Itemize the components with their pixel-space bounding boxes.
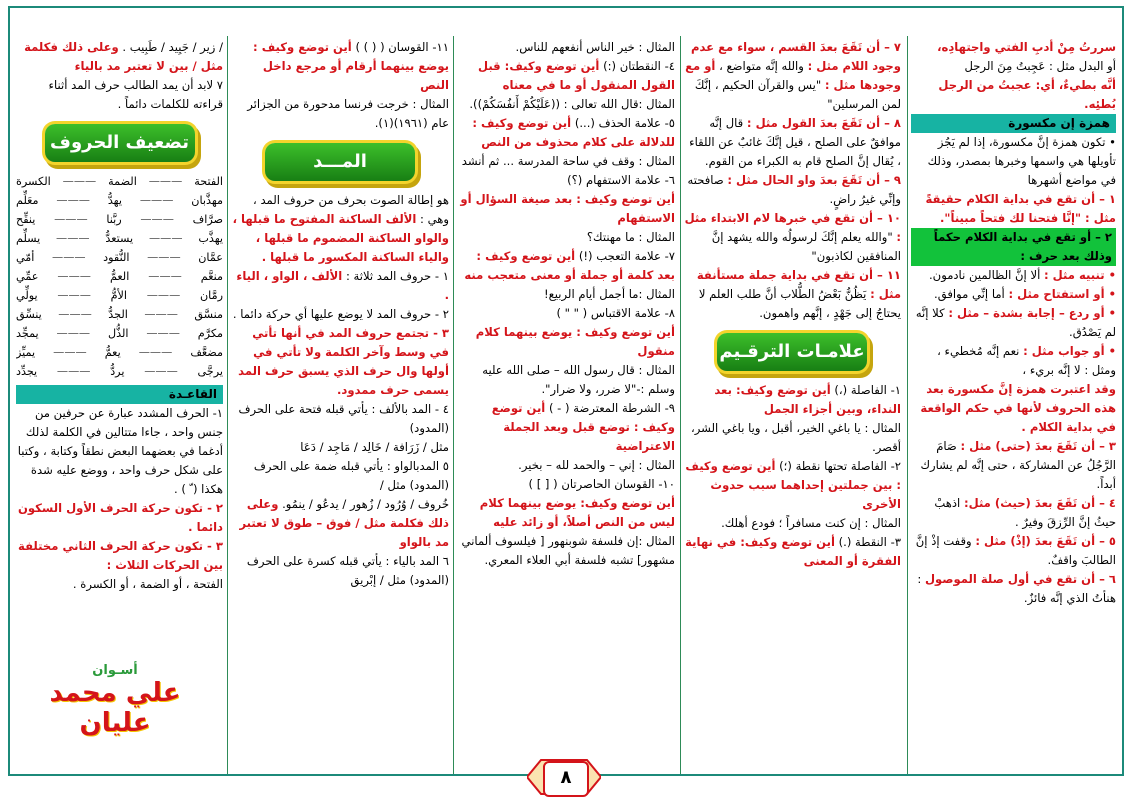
example-text: نعم إنَّه مُخطيء ، ومثل : لا إنَّه بريء ، — [937, 344, 1116, 377]
rule-label: أو مع وجودها مثل : — [685, 59, 901, 92]
rule-label: ٤ – أن تَقَعَ بعدَ (حيث) مثل: — [963, 496, 1116, 510]
definition-text: هو إطالة الصوت بحرف من حروف المد ، وهي : — [253, 193, 449, 226]
example-text: قال إنَّه موافقٌ على الصلح ، قيل إنَّكَ غائبٌ عن اللقاء ، يُقال إنَّ الصلح قام به الكبراء من القوم. — [689, 116, 901, 168]
item-rule: أين توضع وكيف : يوضع بينهما أرقام أو مرجع داخل النص — [253, 40, 449, 92]
rule-label: ٦ – أن تقع في أول صلة الموصول — [924, 572, 1116, 586]
text-line: بُطئِه. — [1084, 97, 1116, 111]
example-text: أما إنِّي موافق. — [934, 287, 1005, 301]
dash-separator: ——— — [148, 175, 183, 188]
dash-separator: ——— — [138, 346, 173, 359]
example-text: الفتحة ، أو الضمة ، أو الكسرة . — [72, 577, 223, 591]
example-text: والله إنَّه متواضع ، — [719, 59, 804, 73]
example-text: صَامَ الرَّجُلُ عن المشاركة ، حتى إنَّه لم يشارك أبداً. — [920, 439, 1116, 491]
item-rule: أين توضع وكيف : بين جملتين إحداهما سبب حدوث الأخرى — [685, 459, 901, 511]
table-row — [16, 172, 223, 191]
column-divider — [680, 36, 681, 774]
dash-separator: ——— — [53, 346, 87, 359]
author-signature — [30, 663, 200, 738]
banner-punctuation-marks: علامـات الترقـيم — [717, 333, 867, 371]
rule-label: ١١ – أن تقع في بداية جملة مستأنفة مثل : — [696, 268, 901, 301]
table-cell: يهذَّب — [198, 232, 223, 245]
text-line: أو البدل مثل : عَجِبتُ مِنَ الرجل — [964, 59, 1116, 73]
item-text: ٢ - حروف المد لا يوضع عليها أي حركة دائما . — [232, 307, 449, 321]
example-text: المثال : يا باغي الخير، أقبل ، ويا باغي الشر، أقصر. — [691, 421, 901, 454]
item-label: ٤- النقطتان (:) — [603, 59, 675, 73]
table-cell: الكسرة — [16, 175, 51, 188]
dash-separator: ——— — [57, 270, 91, 283]
column-divider — [227, 36, 228, 774]
item-label: ١٠- القوسان الحاصرتان ( [ ] ) — [528, 477, 675, 491]
item-rule: وعلى ذلك فكلمة مثل / بين لا تعتبر مد بالياء — [24, 40, 223, 73]
item-label: ٣- النقطة (.) — [838, 535, 901, 549]
dash-separator: ——— — [148, 232, 183, 245]
example-text: اذهبْ حيثُ إنَّ الرِّزقَ وفيرٌ . — [934, 496, 1116, 529]
definition-highlight: الألف الساكنة المفتوح ما قبلها ، والواو الساكنة المضموم ما قبلها ، والياء الساكنة المكسور ما قبلها . — [232, 212, 449, 264]
rule-label: • أو جواب مثل : — [1023, 344, 1116, 358]
example-text: المثال : ما مهنتك؟ — [586, 230, 675, 244]
example-text: المثال : خير الناس أنفعهم للناس. — [515, 40, 675, 54]
rule-text: ١- الحرف المشدد عبارة عن حرفين من جنس واحد ، جاءا متتالين في الكلمة لذلك أدغما في بعضهما البعض نطقاً وكتابة ، وكتبا على شكل حرف واحد ، ووضع عليه شدة هكذا ( ّ ) . — [17, 406, 223, 496]
column-punctuation-2 — [457, 38, 675, 774]
page-number: ٨ — [543, 761, 589, 797]
table-cell: ينسِّق — [16, 308, 42, 321]
table-cell: الفتحة — [194, 175, 223, 188]
rule-item: ١ – أن تقع في بداية الكلام حقيقةً مثل : "إنَّا فتحنا لك فتحاً مبيناً". — [925, 192, 1116, 225]
table-cell: يرجَّى — [197, 365, 223, 378]
example-text: صافحته وإنِّي غيرُ راضٍ. — [687, 173, 901, 206]
example-text: المثال : قال رسول الله – صلى الله عليه وسلم :-"لا ضرر، ولا ضرار". — [482, 363, 675, 396]
table-cell: ربَّنا — [106, 213, 122, 226]
dash-separator: ——— — [62, 175, 97, 188]
item-rule: وعلى ذلك فكلمة مثل / فوق – طوق لا تعتبر مد بالواو — [239, 497, 449, 549]
table-cell: يجدِّد — [16, 365, 38, 378]
item-rule: أين توضع وكيف: يوضع بينهما كلام ليس من النص أصلاً، أو زائد عليه — [479, 496, 675, 529]
rule-label: • أو ردع – إجابة بشدة – مثل : — [948, 306, 1116, 320]
dash-separator: ——— — [56, 232, 90, 245]
table-cell: صرَّاف — [192, 213, 223, 226]
table-row — [16, 286, 223, 305]
table-cell: أمّي — [16, 251, 35, 264]
dash-separator: ——— — [147, 251, 181, 264]
dash-separator: ——— — [144, 365, 178, 378]
table-cell: يميِّز — [16, 346, 36, 359]
example-text: المثال : إن كنت مسافراً ؛ فودع أهلك. — [721, 516, 901, 530]
item-rule: أين توضع وكيف : توضع قبل وبعد الجملة الاعتراضية — [491, 401, 675, 453]
rule-label: ٧ – أن تَقَعَ بعدَ القسم ، سواء مع عدم وجود اللام مثل : — [690, 40, 901, 73]
example-text: : هنأتُ الذي إنَّه فائزٌ. — [917, 572, 1116, 605]
item-rule: أين توضع وكيف : للدلالة على كلام محذوف من النص — [472, 116, 675, 149]
dash-separator: ——— — [146, 327, 180, 340]
rule-label: • أو استفتاح مثل : — [1008, 287, 1116, 301]
item-label: ٧- علامة التعجب (!) — [578, 249, 675, 263]
item-label: ١ - حروف المد ثلاثة : — [345, 269, 449, 283]
table-cell: الجدُّ — [108, 308, 128, 321]
dash-separator: ——— — [52, 251, 86, 264]
example-text: المثال : إني – والحمد لله – بخير. — [518, 458, 675, 472]
dash-separator: ——— — [54, 213, 88, 226]
item-label: ١- الفاصلة (،) — [834, 383, 901, 397]
item-rule: أين توضع وكيف: في نهاية الفقرة أو المعنى — [685, 535, 901, 568]
dash-separator: ——— — [56, 365, 91, 378]
item-rule: ٣ - تجتمع حروف المد في أنها تأتي في وسط وآخر الكلمة ولا تأتي في أولها وال حرف الذي يسبق حرف المد يسمى حرف ممدود. — [238, 326, 449, 397]
item-text: ٤ - المد بالألف : يأتي قبله فتحة على الحرف (المدود) — [238, 402, 449, 435]
table-cell: يهدُّ — [107, 194, 122, 207]
example-text: يَظُنُّ بَعْضُ الطُّلاب أنَّ طلب العلم لا يحتاجُ إلى جَهْدٍ ، إنَّهم واهمون. — [698, 287, 901, 320]
table-cell: مكرَّم — [197, 327, 223, 340]
item-rule: أين توضع وكيف : بعد كلمة أو جملة أو معنى متعجب منه — [464, 249, 675, 282]
table-cell: يعمُّ — [104, 346, 121, 359]
dash-separator: ——— — [146, 289, 181, 302]
table-row — [16, 248, 223, 267]
table-cell: منسَّق — [194, 308, 223, 321]
item-label: ٥- علامة الحذف (...) — [574, 116, 675, 130]
table-cell: عمِّي — [16, 270, 39, 283]
example-text: المثال : وقف في ساحة المدرسة ... ثم أنشد — [461, 154, 675, 168]
table-row — [16, 324, 223, 343]
item-label: ٢- الفاصلة تحتها نقطة (؛) — [779, 459, 901, 473]
example-text: المثال : خرجت فرنسا مدحورة من الجزائر عام (١٩٦١)(١). — [247, 97, 449, 130]
table-cell: معَلِّم — [16, 194, 39, 207]
rule-label: • تنبيه مثل : — [1044, 268, 1116, 282]
table-row — [16, 362, 223, 381]
table-row — [16, 210, 223, 229]
table-cell: النُّقود — [103, 251, 130, 264]
rule-label: ٥ – أن تَقَعَ بعدَ (إذْ) مثل : — [975, 534, 1116, 548]
column-punctuation-1 — [683, 38, 901, 774]
example-text: وقفت إذْ إنَّ الطالبَ واقفٌ. — [915, 534, 1116, 567]
column-hamza — [911, 38, 1116, 774]
column-divider — [453, 36, 454, 774]
rule-text: ٣ - تكون حركة الحرف الثاني مختلفة بين الحركات الثلاث : — [18, 539, 223, 572]
rule-heading: القاعـدة — [16, 385, 223, 404]
item-label: ١١- القوسان ( ( ) ) — [355, 40, 449, 54]
table-row — [16, 343, 223, 362]
item-text: ٧ لابد أن يمد الطالب حرف المد أثناء قراءته للكلمات دائماً . — [48, 78, 223, 111]
item-rule: الألف ، الواو ، الياء . — [236, 269, 449, 302]
item-label: ٦- علامة الاستفهام (؟) — [567, 173, 675, 187]
example-text: مثل / زَرَافة / خَالِد / مَاجِد / دَعَا — [300, 440, 449, 454]
table-row — [16, 305, 223, 324]
table-row — [16, 191, 223, 210]
rule-label: ١٠ – أن تقع في خبرها لام الابتداء مثل : — [684, 211, 901, 244]
item-rule: أين توضع وكيف: قبل القول المنقول أو ما في معناه — [477, 59, 675, 92]
rule-text: ٢ - تكون حركة الحرف الأول السكون دائما . — [18, 501, 223, 534]
banner-shadda: تضعيف الحروف — [45, 124, 195, 162]
dash-separator: ——— — [56, 327, 91, 340]
table-cell: رمَّان — [199, 289, 223, 302]
dash-separator: ——— — [144, 308, 178, 321]
table-cell: العمُّ — [109, 270, 130, 283]
dash-separator: ——— — [140, 213, 174, 226]
item-text: ٦ المد بالياء : يأتي قبله كسرة على الحرف (المدود) مثل / إبْريق — [246, 554, 449, 587]
column-divider — [907, 36, 908, 774]
example-text: / زير / جَيِيد / طَبِيب . — [122, 40, 223, 54]
banner-madd: المـــد — [265, 143, 415, 181]
dash-separator: ——— — [148, 270, 182, 283]
text-line: سررتُ مِنْ أدبِ الفتي واجتهادِه، — [937, 40, 1116, 54]
item-rule: أين توضع وكيف: بعد النداء، وبين أجزاء الجمل — [714, 383, 901, 416]
table-cell: يستعدُّ — [105, 232, 134, 245]
text-line: أنَّه بطيءٌ، أي: عجبتُ من الرجل — [938, 78, 1116, 92]
table-cell: الذُّل — [107, 327, 129, 340]
example-text: المثال :ما أجمل أيام الربيع! — [543, 287, 675, 301]
example-text: المثال :إن فلسفة شوبنهور [ فيلسوف ألماني مشهور] تشبه فلسفة أبي العلاء المعري. — [461, 534, 675, 567]
rule-note: وقد اعتبرت همزة إنَّ مكسورة بعد هذه الحروف لأنها في حكم الواقعة في بداية الكلام . — [920, 382, 1116, 434]
rule-label: ٩ – أن تَقَعَ بعدَ واو الحال مثل : — [727, 173, 901, 187]
table-cell: يمجِّد — [16, 327, 39, 340]
example-text: "يس والقرآن الحكيم ، إنَّكَ لمن المرسلين" — [694, 78, 901, 111]
table-row — [16, 267, 223, 286]
table-cell: عمَّان — [198, 251, 223, 264]
table-cell: مهذَّبان — [191, 194, 223, 207]
dash-separator: ——— — [139, 194, 174, 207]
worksheet-page — [8, 6, 1124, 776]
item-text: ٥ المدبالواو : يأتي قبله ضمة على الحرف (المدود) مثل / — [253, 459, 449, 492]
column-madd — [231, 38, 449, 774]
example-text: ألا إنَّ الظالمين نادمون. — [929, 268, 1041, 282]
example-text: المثال :قال الله تعالى : ((عَلَيْكُمْ أَنفُسَكُمْ)). — [469, 97, 675, 111]
item-label: ٩- الشرطة المعترضة ( - ) — [548, 401, 675, 415]
dash-separator: ——— — [57, 289, 91, 302]
section-heading-hamza: همزة إن مكسورة — [911, 114, 1116, 133]
table-cell: مضعَّف — [190, 346, 223, 359]
table-cell: الأمُّ — [110, 289, 128, 302]
dash-separator: ——— — [56, 194, 90, 207]
shadda-examples-table — [16, 172, 223, 381]
dash-separator: ——— — [58, 308, 92, 321]
author-city: أسـوان — [92, 663, 138, 678]
author-name: علي محمد عليان — [49, 678, 181, 738]
table-row — [16, 229, 223, 248]
highlight-heading: ٢ – أو تقع في بداية الكلام حكماً وذلك بعد حرف : — [911, 228, 1116, 266]
table-cell: يسلِّم — [16, 232, 41, 245]
item-rule: أين توضع وكيف : يوضع بينهما كلام منقول — [475, 325, 675, 358]
item-label: ٨- علامة الاقتباس ( " " ) — [556, 306, 675, 320]
table-cell: منعَّم — [200, 270, 223, 283]
rule-label: ٨ – أن تَقَعَ بعدَ القول مثل : — [746, 116, 901, 130]
example-text: كلا إنَّه لم يَصْدُق. — [915, 306, 1116, 339]
item-rule: أين توضع وكيف : بعد صيغة السؤال أو الاستفهام — [460, 192, 675, 225]
paragraph: • تكون همزة إنَّ مكسورة، إذا لم يَجُز تأويلها هي واسمها وخبرها بمصدر، وذلك في مواضع أشهرها — [927, 135, 1116, 187]
table-cell: يردُّ — [110, 365, 125, 378]
table-cell: ينقِّح — [16, 213, 36, 226]
table-cell: الضمة — [108, 175, 137, 188]
example-text: خُروف / وُرُود / زُهور / يدعُو / ينمُو. — [282, 497, 449, 511]
page-number-badge — [527, 758, 601, 796]
table-cell: يولِّي — [16, 289, 38, 302]
example-text: "والله يعلم إنَّكَ لرسولُه والله يشهد إنَّ المنافقين لكاذبون" — [711, 230, 901, 263]
rule-label: ٣ – أن تَقَعَ بعدَ (حتى) مثل : — [960, 439, 1116, 453]
